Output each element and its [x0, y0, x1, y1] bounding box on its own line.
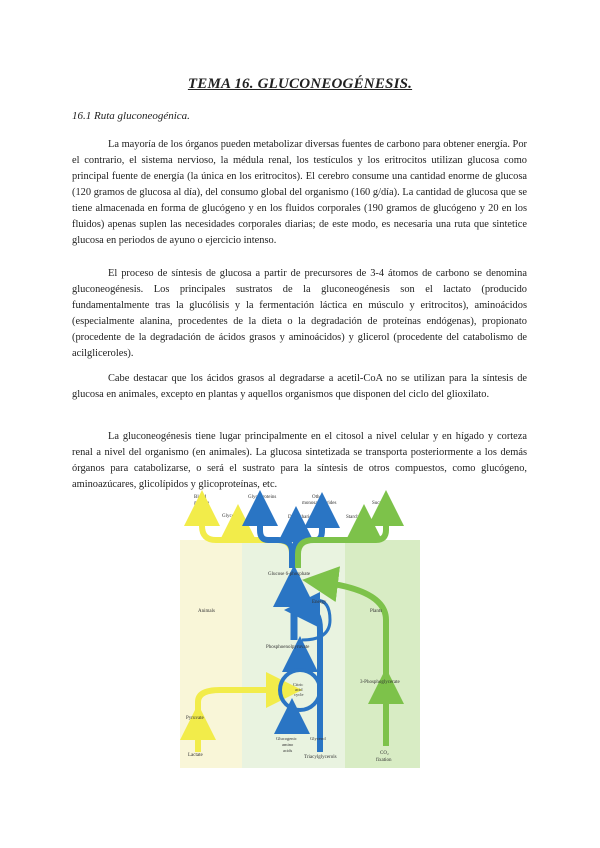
paragraph-4: La gluconeogénesis tiene lugar principalmente en el citosol a nivel celular y en hígado y corteza renal a nivel del organismo (en animales). La glucosa sintetizada se transporta posteriormente a los demás órganos para catabolizarse, o será el sustrato para la síntesis de otros compuestos, como glucógeno, aminoazúcares, glicolípidos y glicoproteínas, etc.: [72, 431, 527, 490]
label-3pg: 3-Phosphoglycerate: [360, 680, 400, 685]
label-acids: acids: [283, 748, 293, 753]
label-other: Other: [312, 495, 324, 500]
label-animals: Animals: [198, 609, 215, 614]
label-g6p: Glucose 6-phosphate: [268, 572, 311, 577]
paragraph-3: Cabe destacar que los ácidos grasos al degradarse a acetil-CoA no se utilizan para la síntesis de glucosa en animales, excepto en plantas y aquellos organismos que disponen del ciclo del glioxilato.: [72, 373, 527, 400]
label-sucrose: Sucrose: [372, 501, 388, 506]
label-disaccharides: Disaccharides: [288, 515, 317, 520]
label-citric: Citric: [293, 682, 304, 687]
label-glycogen: Glycogen: [222, 514, 242, 519]
paragraph-2: El proceso de síntesis de glucosa a partir de precursores de 3-4 átomos de carbono se denomina gluconeogénesis. Los principales sustratos de la gluconeogénesis son el lactato (producido fundamentalmente tras la glucólisis y la fermentación láctica en músculo y eritrocitos), aminoácidos (especialmente alanina, procedentes de la dieta o la degradación de proteínas endógenas), propionato (procedente de la degradación de ácidos grasos y aminoácidos) y glicerol (procedente del catabolismo de acilgliceroles).: [72, 268, 527, 359]
label-glucose: glucose: [194, 501, 210, 506]
label-pyruvate: Pyruvate: [186, 716, 204, 721]
label-amino: amino: [282, 742, 294, 747]
label-starch: Starch: [346, 515, 359, 520]
gluconeogenesis-diagram: [180, 490, 420, 768]
arrow-to-glycogen: [238, 522, 252, 540]
label-acid: acid: [295, 687, 303, 692]
label-glucogenic: Glucogenic: [276, 736, 297, 741]
animals-panel: [180, 540, 242, 768]
label-triacylglycerols: Triacylglycerols: [304, 755, 337, 760]
label-lactate: Lactate: [188, 753, 203, 758]
label-cycle: cycle: [294, 692, 304, 697]
label-plants: Plants: [370, 609, 383, 614]
label-glycerol: Glycerol: [310, 736, 326, 741]
paragraph-1: La mayoría de los órganos pueden metabolizar diversas fuentes de carbono para obtener energía. Por el contrario, el sistema nervioso, la médula renal, los testículos y los eritrocitos utilizan glucosa como principal fuente de energía (la única en los eritrocitos). El cerebro consume una cantidad enorme de glucosa (120 gramos de glucosa al día), del consumo global del organismo (160 g/día). La cantidad de glucosa que se tiene almacenada en forma de glucógeno y en los fluidos corporales (190 gramos de glucógeno y 20 en los fluidos) apenas suplen las necesidades corporales diarias; de este modo, es necesaria una ruta que sintetice glucosa en periodos de ayuno o ejercicio intenso.: [72, 139, 527, 246]
page-title: TEMA 16. GLUCONEOGÉNESIS.: [187, 76, 413, 92]
plants-panel: [345, 540, 420, 768]
label-pep: Phosphoenolpyruvate: [266, 645, 310, 650]
label-blood: Blood: [194, 495, 207, 500]
label-energy: Energy: [312, 600, 327, 605]
label-glycoproteins: Glycoproteins: [248, 495, 277, 500]
label-fixation: fixation: [376, 758, 392, 763]
section-heading: 16.1 Ruta gluconeogénica.: [72, 110, 190, 122]
diagram-svg: [180, 490, 420, 768]
label-co2: CO₂: [380, 751, 389, 756]
label-monosaccharides: monosaccharides: [302, 501, 337, 506]
